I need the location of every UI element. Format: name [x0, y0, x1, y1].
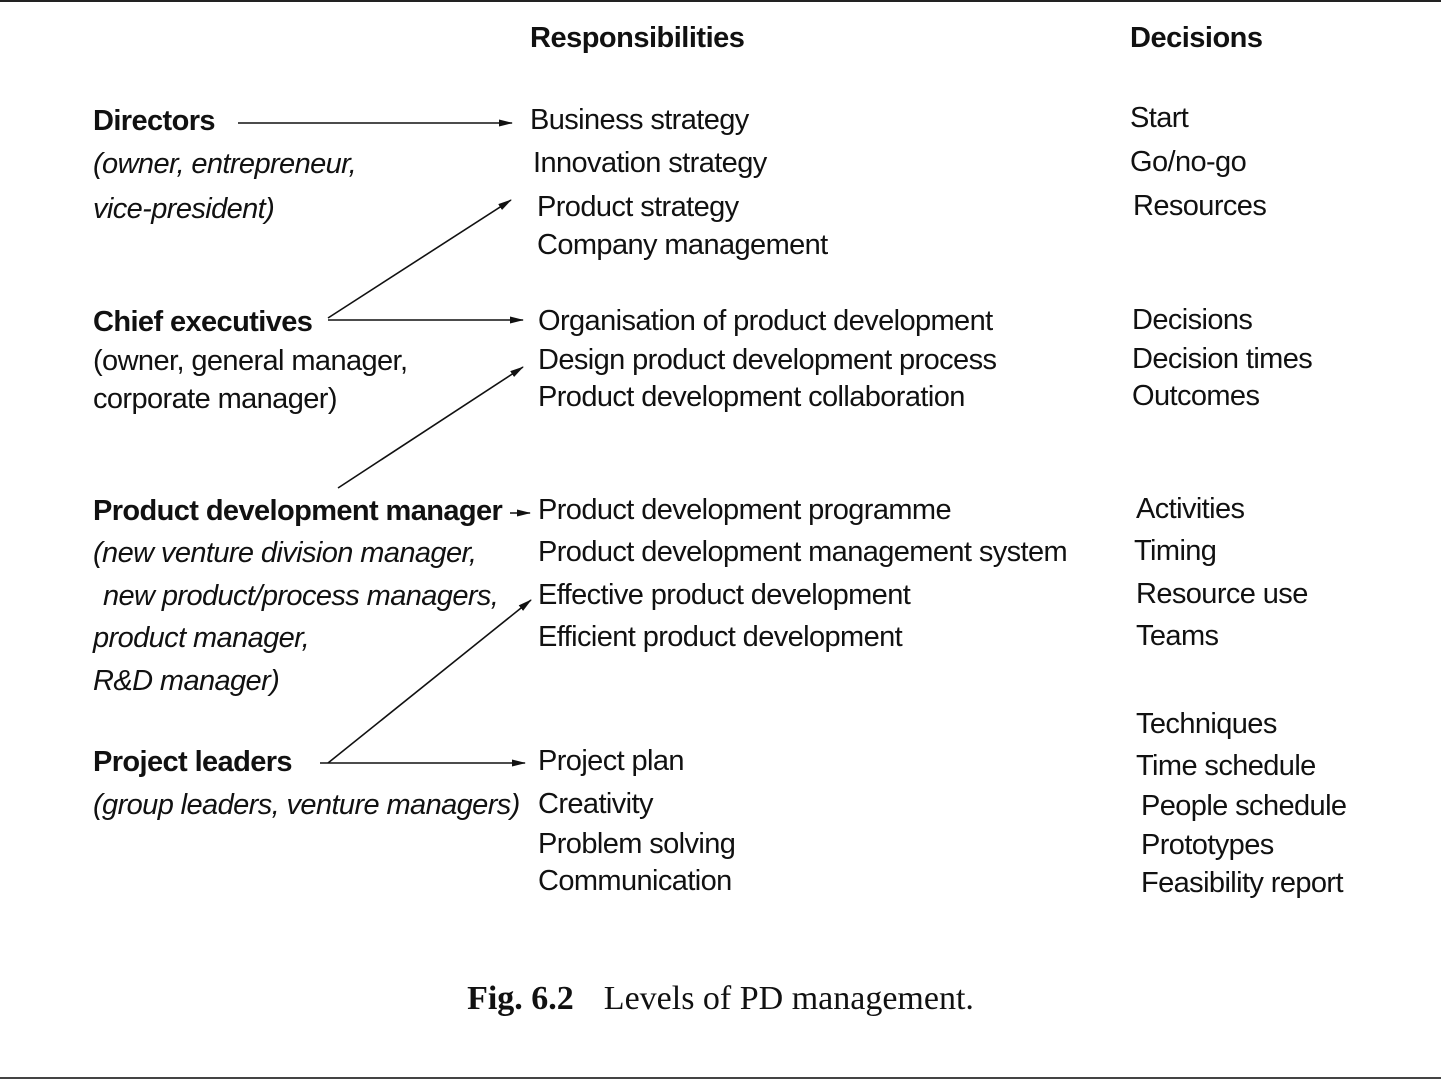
bottom-border: [0, 1077, 1441, 1079]
decision-item: Go/no-go: [1130, 146, 1247, 178]
decision-item: Teams: [1136, 620, 1219, 652]
decision-item: Activities: [1136, 493, 1245, 525]
responsibility-item: Product strategy: [537, 191, 739, 223]
role-examples-line: (owner, general manager,: [93, 345, 408, 377]
figure-caption: [0, 980, 1441, 1018]
role-examples-line: (new venture division manager,: [93, 537, 477, 569]
role-examples-line: (group leaders, venture managers): [93, 789, 520, 821]
decision-item: Time schedule: [1136, 750, 1316, 782]
responsibility-item: Company management: [537, 229, 828, 261]
decision-item: Decision times: [1132, 343, 1313, 375]
responsibility-item: Effective product development: [538, 579, 911, 611]
responsibility-item: Design product development process: [538, 344, 997, 376]
role-project-leaders: Project leaders: [93, 746, 292, 778]
role-examples-line: corporate manager): [93, 383, 337, 415]
decision-item: Start: [1130, 102, 1189, 134]
header-decisions: Decisions: [1130, 22, 1263, 54]
responsibility-item: Creativity: [538, 788, 653, 820]
responsibility-item: Efficient product development: [538, 621, 903, 653]
role-examples-line: R&D manager): [93, 665, 280, 697]
role-examples-line: new product/process managers,: [103, 580, 499, 612]
responsibility-item: Organisation of product development: [538, 305, 993, 337]
responsibility-item: Communication: [538, 865, 732, 897]
role-examples-line: (owner, entrepreneur,: [93, 148, 357, 180]
responsibility-item: Project plan: [538, 745, 684, 777]
role-chief-executives: Chief executives: [93, 306, 313, 338]
responsibility-item: Product development management system: [538, 536, 1068, 568]
arrow-leaders-to-effective-pd: [328, 600, 531, 763]
decision-item: Resource use: [1136, 578, 1308, 610]
decision-item: Resources: [1133, 190, 1267, 222]
role-product-development-manager: Product development manager: [93, 495, 503, 527]
figure-caption-text: Levels of PD management.: [603, 980, 974, 1017]
decision-item: Techniques: [1136, 708, 1277, 740]
decision-item: People schedule: [1141, 790, 1347, 822]
responsibility-item: Problem solving: [538, 828, 736, 860]
role-directors: Directors: [93, 105, 215, 137]
responsibility-item: Product development programme: [538, 494, 951, 526]
figure-caption-label: Fig. 6.2: [467, 980, 574, 1017]
arrow-pdm-to-design-process: [338, 367, 523, 488]
header-responsibilities: Responsibilities: [530, 22, 745, 54]
decision-item: Decisions: [1132, 304, 1253, 336]
decision-item: Timing: [1134, 535, 1217, 567]
role-examples-line: product manager,: [93, 622, 310, 654]
responsibility-item: Business strategy: [530, 104, 749, 136]
decision-item: Prototypes: [1141, 829, 1274, 861]
decision-item: Outcomes: [1132, 380, 1260, 412]
responsibility-item: Innovation strategy: [533, 147, 767, 179]
arrow-chief-to-product-strategy: [328, 200, 511, 318]
decision-item: Feasibility report: [1141, 867, 1343, 899]
role-examples-line: vice-president): [93, 193, 275, 225]
responsibility-item: Product development collaboration: [538, 381, 965, 413]
